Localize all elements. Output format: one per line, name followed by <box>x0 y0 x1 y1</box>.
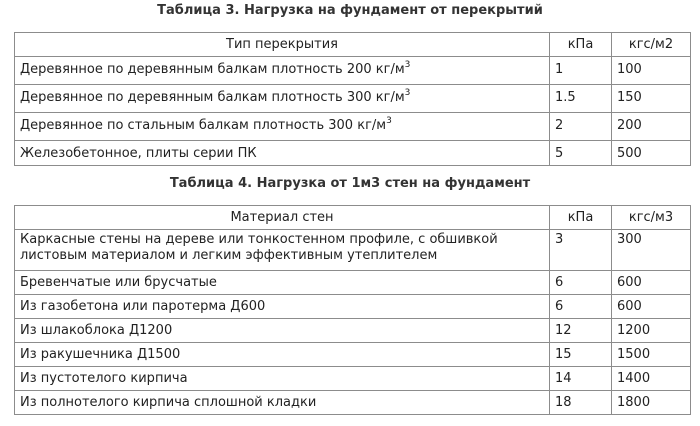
wall-material-line-2: листовым материалом и легким эффективным утеплителем <box>20 248 438 263</box>
header-floor-type: Тип перекрытия <box>15 33 550 57</box>
kpa-cell: 2 <box>550 113 612 141</box>
table-row <box>15 141 691 166</box>
wall-material-cell: Из ракушечника Д1500 <box>15 343 550 367</box>
kpa-cell: 1.5 <box>550 85 612 113</box>
wall-material-line-1: Каркасные стены на дереве или тонкостенном профиле, с обшивкой <box>20 232 498 247</box>
floor-type-text: Деревянное по стальным балкам плотность 300 кг/м <box>20 118 387 133</box>
header-kpa: кПа <box>550 33 612 57</box>
table-row <box>15 230 691 271</box>
floor-load-table <box>14 32 691 166</box>
table-row <box>15 367 691 391</box>
kpa-cell: 18 <box>550 391 612 415</box>
kgs-cell: 1500 <box>612 343 691 367</box>
superscript: 3 <box>404 88 411 98</box>
header-wall-material: Материал стен <box>15 206 550 230</box>
wall-material-cell <box>15 230 550 271</box>
kpa-cell: 14 <box>550 367 612 391</box>
table-row <box>15 271 691 295</box>
kgs-cell: 300 <box>612 230 691 271</box>
wall-material-cell: Из пустотелого кирпича <box>15 367 550 391</box>
header-kgs-m2: кгс/м2 <box>612 33 691 57</box>
superscript: 3 <box>386 116 392 126</box>
wall-material-cell: Из газобетона или паротерма Д600 <box>15 295 550 319</box>
table-row <box>15 319 691 343</box>
floor-type-text: Деревянное по деревянным балкам плотность 200 кг/м <box>20 62 405 77</box>
table-header-row <box>15 206 691 230</box>
kgs-cell: 200 <box>612 113 691 141</box>
kgs-cell: 500 <box>612 141 691 166</box>
table4-title: Таблица 4. Нагрузка от 1м3 стен на фундамент <box>169 176 531 191</box>
wall-material-cell: Из полнотелого кирпича сплошной кладки <box>15 391 550 415</box>
table3-title: Таблица 3. Нагрузка на фундамент от перекрытий <box>157 3 543 18</box>
kgs-cell: 600 <box>612 295 691 319</box>
kpa-cell: 15 <box>550 343 612 367</box>
kpa-cell: 5 <box>550 141 612 166</box>
wall-load-table <box>14 205 691 415</box>
table-row <box>15 85 691 113</box>
wall-material-cell: Из шлакоблока Д1200 <box>15 319 550 343</box>
kpa-cell: 1 <box>550 57 612 85</box>
table-row <box>15 113 691 141</box>
kgs-cell: 150 <box>612 85 691 113</box>
kgs-cell: 100 <box>612 57 691 85</box>
floor-type-cell <box>15 113 550 141</box>
floor-type-cell <box>15 57 550 85</box>
kpa-cell: 6 <box>550 295 612 319</box>
kpa-cell: 3 <box>550 230 612 271</box>
superscript: 3 <box>404 60 411 70</box>
floor-type-cell <box>15 85 550 113</box>
floor-type-cell <box>15 141 550 166</box>
floor-type-text: Железобетонное, плиты серии ПК <box>20 146 257 161</box>
kgs-cell: 1400 <box>612 367 691 391</box>
wall-material-cell: Бревенчатые или брусчатые <box>15 271 550 295</box>
table-row <box>15 391 691 415</box>
table-header-row <box>15 33 691 57</box>
kgs-cell: 1800 <box>612 391 691 415</box>
header-kpa: кПа <box>550 206 612 230</box>
kpa-cell: 12 <box>550 319 612 343</box>
kpa-cell: 6 <box>550 271 612 295</box>
header-kgs-m3: кгс/м3 <box>612 206 691 230</box>
floor-type-text: Деревянное по деревянным балкам плотность 300 кг/м <box>20 90 405 105</box>
table-row <box>15 295 691 319</box>
kgs-cell: 600 <box>612 271 691 295</box>
table-row <box>15 57 691 85</box>
table-row <box>15 343 691 367</box>
kgs-cell: 1200 <box>612 319 691 343</box>
